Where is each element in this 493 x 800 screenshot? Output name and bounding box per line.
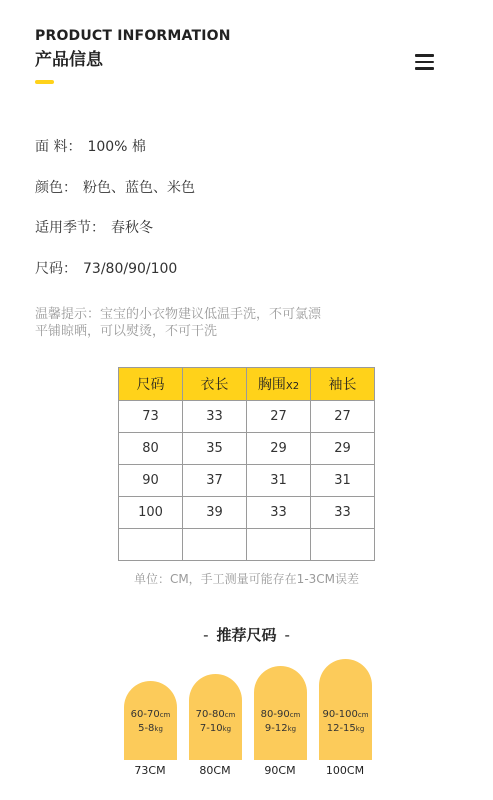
table-cell <box>119 529 183 561</box>
chest-suffix: X2 <box>285 381 300 392</box>
table-row <box>119 401 375 433</box>
table-cell: 100 <box>119 497 183 529</box>
table-cell: 73 <box>119 401 183 433</box>
menu-icon-line <box>415 54 434 57</box>
arch-height: 90-100cm <box>322 709 369 720</box>
table-cell: 33 <box>247 497 311 529</box>
menu-icon-line <box>415 67 434 70</box>
arch-size-label: 80CM <box>199 764 231 777</box>
table-cell <box>311 529 375 561</box>
info-label: 颜色： <box>35 180 77 196</box>
info-season <box>35 217 153 237</box>
arch-weight: 9-12kg <box>264 723 297 734</box>
arch-size-label: 90CM <box>264 764 296 777</box>
title-dash: - <box>203 626 209 644</box>
table-cell: 33 <box>183 401 247 433</box>
info-value: 粉色、蓝色、米色 <box>83 180 195 196</box>
accent-bar <box>35 80 54 84</box>
table-header-cell: 袖长 <box>311 368 375 401</box>
table-cell: 80 <box>119 433 183 465</box>
recommend-title <box>0 624 493 645</box>
table-cell: 35 <box>183 433 247 465</box>
page-title: 产品信息 <box>35 50 103 70</box>
table-header-cell: 尺码 <box>119 368 183 401</box>
chest-label: 胸围 <box>257 377 286 393</box>
info-label: 面 料： <box>35 139 82 155</box>
table-cell: 37 <box>183 465 247 497</box>
size-arch <box>189 674 242 760</box>
info-fabric <box>35 136 146 156</box>
size-arch <box>319 659 372 760</box>
arch-height: 60-70cm <box>130 709 171 720</box>
info-value: 100% 棉 <box>87 139 146 155</box>
care-tip-line: 平铺晾晒，可以熨烫，不可干洗 <box>35 324 218 339</box>
table-cell: 31 <box>311 465 375 497</box>
table-row <box>119 433 375 465</box>
table-header-row <box>119 368 375 401</box>
info-label: 尺码： <box>35 261 77 277</box>
table-cell: 90 <box>119 465 183 497</box>
page-header-en: PRODUCT INFORMATION <box>35 28 231 44</box>
arch-weight: 12-15kg <box>326 723 365 734</box>
table-header-cell <box>247 368 311 401</box>
care-tip <box>35 306 355 340</box>
arch-size-label: 100CM <box>325 764 365 777</box>
size-arch <box>254 666 307 760</box>
table-cell: 31 <box>247 465 311 497</box>
recommend-title-text: 推荐尺码 <box>216 626 277 644</box>
table-row <box>119 497 375 529</box>
table-header-cell: 衣长 <box>183 368 247 401</box>
table-cell: 39 <box>183 497 247 529</box>
info-value: 春秋冬 <box>111 220 153 236</box>
size-table <box>118 367 375 561</box>
table-cell: 29 <box>311 433 375 465</box>
care-tip-line: 温馨提示：宝宝的小衣物建议低温手洗，不可氯漂 <box>35 307 322 322</box>
arch-height: 80-90cm <box>260 709 301 720</box>
table-cell: 29 <box>247 433 311 465</box>
size-arch <box>124 681 177 760</box>
unit-note: 单位：CM，手工测量可能存在1-3CM误差 <box>133 572 360 586</box>
arch-weight: 7-10kg <box>199 723 232 734</box>
arch-size-label: 73CM <box>134 764 166 777</box>
menu-icon[interactable] <box>415 54 434 70</box>
info-value: 73/80/90/100 <box>83 261 178 277</box>
table-cell <box>183 529 247 561</box>
table-row <box>119 465 375 497</box>
table-cell: 27 <box>247 401 311 433</box>
info-label: 适用季节： <box>35 220 105 236</box>
info-size <box>35 258 177 278</box>
arch-weight: 5-8kg <box>138 723 163 734</box>
menu-icon-line <box>415 61 434 64</box>
table-row <box>119 529 375 561</box>
info-color <box>35 177 195 197</box>
table-cell: 33 <box>311 497 375 529</box>
arch-height: 70-80cm <box>195 709 236 720</box>
table-cell <box>247 529 311 561</box>
title-dash: - <box>284 626 290 644</box>
table-cell: 27 <box>311 401 375 433</box>
